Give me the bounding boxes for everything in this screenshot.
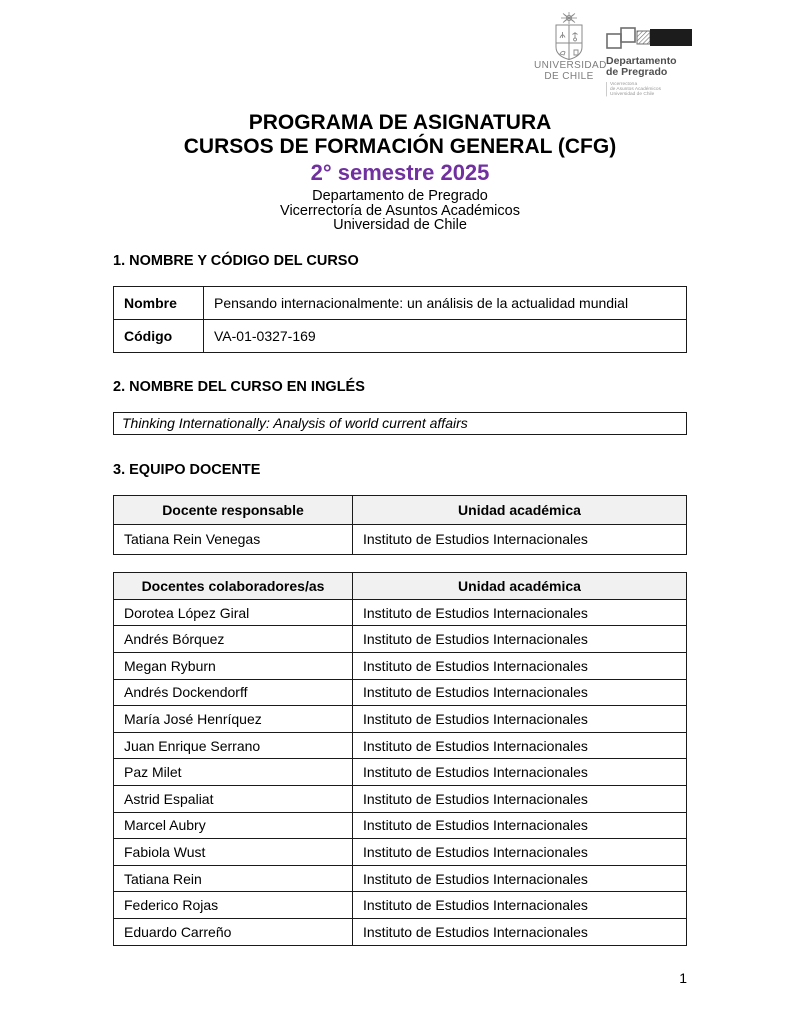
table-cell: Instituto de Estudios Internacionales <box>353 785 687 812</box>
table-cell: Instituto de Estudios Internacionales <box>353 652 687 679</box>
pregrado-logo-sub-line1: Vicerrectoría <box>610 82 638 87</box>
table-row <box>114 524 687 554</box>
table-header-row <box>114 495 687 524</box>
section-3-heading: 3. EQUIPO DOCENTE <box>113 461 261 478</box>
pregrado-logo-sub-line3: Universidad de Chile <box>610 91 655 97</box>
table-cell: Paz Milet <box>114 759 353 786</box>
table-cell: Nombre <box>114 286 204 319</box>
table-cell: Instituto de Estudios Internacionales <box>353 706 687 733</box>
table-row <box>114 839 687 866</box>
english-course-name: Thinking Internationally: Analysis of world current affairs <box>113 412 687 435</box>
table-header-row <box>114 572 687 599</box>
table-cell: Tatiana Rein <box>114 865 353 892</box>
document-title-line2: CURSOS DE FORMACIÓN GENERAL (CFG) <box>183 135 617 158</box>
table-row <box>114 812 687 839</box>
table-cell: Instituto de Estudios Internacionales <box>353 839 687 866</box>
responsible-teacher-table <box>113 495 687 555</box>
table-cell: Instituto de Estudios Internacionales <box>353 759 687 786</box>
table-cell: Dorotea López Giral <box>114 599 353 626</box>
page-number: 1 <box>679 970 687 986</box>
table-cell: Instituto de Estudios Internacionales <box>353 865 687 892</box>
uchile-logo-text-line2: DE CHILE <box>544 70 594 82</box>
table-cell: Instituto de Estudios Internacionales <box>353 812 687 839</box>
table-row <box>114 652 687 679</box>
table-row <box>114 626 687 653</box>
table-cell: Eduardo Carreño <box>114 918 353 945</box>
table-cell: Astrid Espaliat <box>114 785 353 812</box>
table-row <box>114 599 687 626</box>
section-2-heading: 2. NOMBRE DEL CURSO EN INGLÉS <box>113 378 365 395</box>
table-row <box>114 679 687 706</box>
table-cell: Juan Enrique Serrano <box>114 732 353 759</box>
semester-title: 2° semestre 2025 <box>310 160 490 185</box>
table-row <box>114 706 687 733</box>
uchile-logo-text-line1: UNIVERSIDAD <box>534 60 607 71</box>
subtitle-universidad: Universidad de Chile <box>333 217 467 234</box>
table-row <box>114 785 687 812</box>
section-1-heading: 1. NOMBRE Y CÓDIGO DEL CURSO <box>113 252 359 269</box>
course-name-code-table <box>113 286 687 353</box>
table-cell: Tatiana Rein Venegas <box>114 524 353 554</box>
column-header: Unidad académica <box>353 572 687 599</box>
table-row <box>114 918 687 945</box>
document-title-block <box>113 0 687 233</box>
table-cell: Instituto de Estudios Internacionales <box>353 892 687 919</box>
table-cell: Megan Ryburn <box>114 652 353 679</box>
table-row <box>114 759 687 786</box>
table-row <box>114 286 687 319</box>
table-row <box>114 319 687 352</box>
subtitle-departamento: Departamento de Pregrado <box>312 188 488 204</box>
table-cell: Instituto de Estudios Internacionales <box>353 732 687 759</box>
table-row <box>114 892 687 919</box>
table-cell: Fabiola Wust <box>114 839 353 866</box>
subtitle-vicerrectoria: Vicerrectoría de Asuntos Académicos <box>280 202 520 219</box>
collaborating-teachers-table <box>113 572 687 946</box>
table-cell: Andrés Dockendorff <box>114 679 353 706</box>
table-cell: Federico Rojas <box>114 892 353 919</box>
table-cell: María José Henríquez <box>114 706 353 733</box>
table-cell: Código <box>114 319 204 352</box>
table-cell: VA-01-0327-169 <box>204 319 687 352</box>
column-header: Docentes colaboradores/as <box>114 572 353 599</box>
pregrado-logo-title-line1: Departamento <box>606 55 677 67</box>
title-subtitles <box>113 189 687 233</box>
pregrado-logo-sub-line2: de Asuntos Académicos <box>610 86 661 92</box>
table-cell: Andrés Bórquez <box>114 626 353 653</box>
table-cell: Pensando internacionalmente: un análisis de la actualidad mundial <box>204 286 687 319</box>
table-cell: Instituto de Estudios Internacionales <box>353 524 687 554</box>
table-cell: Instituto de Estudios Internacionales <box>353 918 687 945</box>
column-header: Docente responsable <box>114 495 353 524</box>
table-cell: Marcel Aubry <box>114 812 353 839</box>
table-row <box>114 732 687 759</box>
pregrado-logo-title-line2: de Pregrado <box>606 66 668 78</box>
column-header: Unidad académica <box>353 495 687 524</box>
table-row <box>114 865 687 892</box>
document-title-line1: PROGRAMA DE ASIGNATURA <box>248 111 552 134</box>
table-cell: Instituto de Estudios Internacionales <box>353 679 687 706</box>
table-cell: Instituto de Estudios Internacionales <box>353 626 687 653</box>
table-cell: Instituto de Estudios Internacionales <box>353 599 687 626</box>
document-content <box>113 0 687 946</box>
